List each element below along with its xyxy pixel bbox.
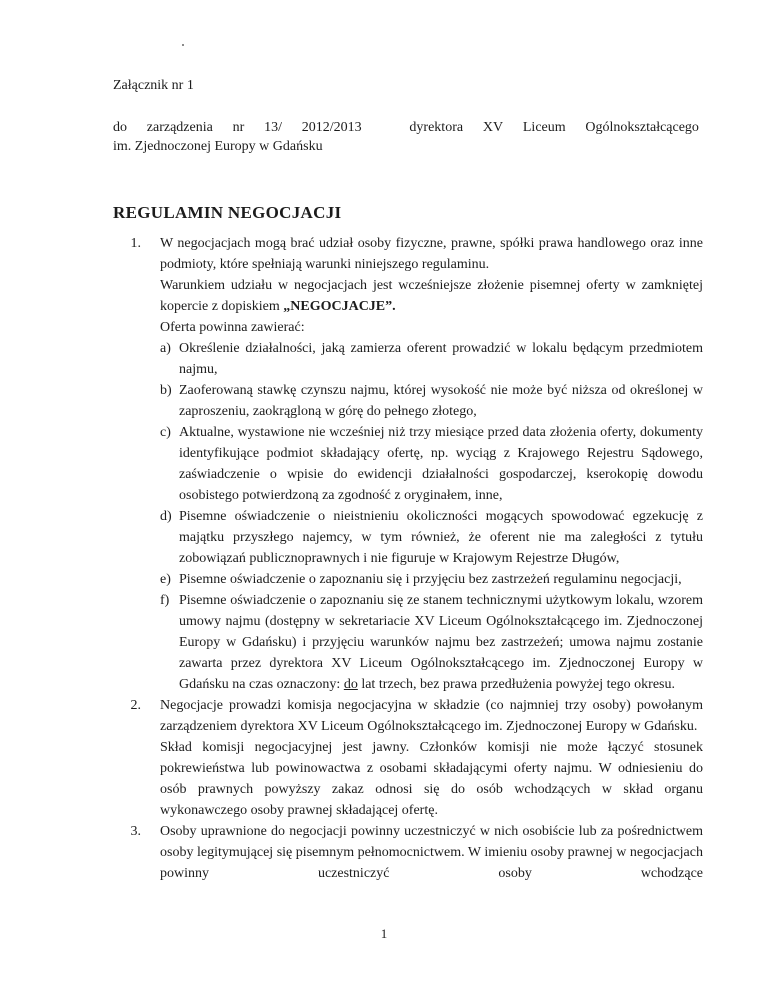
- requirement-text-tail: lat trzech, bez prawa przedłużenia powyżej tego okresu.: [357, 677, 676, 692]
- ref-word: XV: [482, 120, 504, 135]
- reference-line-2: im. Zjednoczonej Europy w Gdańsku: [113, 139, 323, 154]
- regulation-item-1: [113, 233, 703, 695]
- item-3-paragraph-1: Osoby uprawnione do negocjacji powinny uczestniczyć w nich osobiście lub za pośrednictwem osoby legitymującej się pisemnym pełnomocnictwem. W imieniu osoby prawnej w negocjacjach powinny uczestniczyć osoby wchodzące: [160, 824, 703, 881]
- document-body: [113, 233, 703, 884]
- requirement-text: Pisemne oświadczenie o zapoznaniu się i przyjęciu bez zastrzeżeń regulaminu negocjacji,: [179, 572, 682, 587]
- condition-bold: „NEGOCJACJE”.: [283, 299, 396, 314]
- offer-intro: Oferta powinna zawierać:: [160, 320, 305, 335]
- item-1-intro: W negocjacjach mogą brać udział osoby fizyczne, prawne, spółki prawa handlowego oraz inne podmioty, które spełniają warunki niniejszego regulaminu.: [160, 236, 703, 272]
- regulation-item-3: [113, 821, 703, 884]
- ref-word: dyrektora: [409, 120, 464, 135]
- requirement-letter: d): [160, 509, 172, 524]
- requirement-c: [160, 422, 703, 506]
- item-number: 2.: [130, 698, 141, 713]
- ref-word: zarządzenia: [146, 120, 213, 135]
- page-number: 1: [380, 926, 388, 941]
- ref-word: 13/: [264, 120, 282, 135]
- item-number: 3.: [130, 824, 141, 839]
- requirement-text: Pisemne oświadczenie o zapoznaniu się ze stanem technicznymi użytkowym lokalu, wzorem umowy najmu (dostępny w sekretariacie XV Liceum Ogólnokształcącego im. Zjednoczonej Europy w Gdańsku) i przyjęciu warunków najmu bez zastrzeżeń; umowa najmu zostanie zawarta przez dyrektora XV Liceum Ogólnokształcącego im. Zjednoczonej Europy w Gdańsku na czas oznaczony:: [179, 593, 703, 692]
- ref-word: 2012/2013: [301, 120, 362, 135]
- item-number: 1.: [130, 236, 141, 251]
- condition-text: Warunkiem udziału w negocjacjach jest wcześniejsze złożenie pisemnej oferty w zamkniętej kopercie z dopiskiem: [160, 278, 703, 314]
- requirement-text: Zaoferowaną stawkę czynszu najmu, której wysokość nie może być niższa od określonej w zaproszeniu, zaokrągloną w górę do pełnego złotego,: [179, 383, 703, 419]
- requirement-text: Pisemne oświadczenie o nieistnieniu okoliczności mogących spowodować egzekucję z majątku przyszłego najemcy, w tym również, że oferent nie ma zaległości z tytułu zobowiązań publicznoprawnych i nie figuruje w Krajowym Rejestrze Długów,: [179, 509, 703, 566]
- underlined-word: do: [343, 677, 358, 692]
- requirement-f: [160, 590, 703, 695]
- regulation-list: [113, 233, 703, 884]
- document-title: REGULAMIN NEGOCJACJI: [113, 203, 342, 222]
- scan-speck: [182, 44, 184, 46]
- requirement-b: [160, 380, 703, 422]
- requirement-d: [160, 506, 703, 569]
- requirement-text: Określenie działalności, jaką zamierza oferent prowadzić w lokalu będącym przedmiotem najmu,: [179, 341, 703, 377]
- ref-word: do: [113, 120, 127, 135]
- requirement-letter: e): [160, 572, 171, 587]
- reference-line-1: [113, 118, 699, 137]
- item-2-paragraph-1: Negocjacje prowadzi komisja negocjacyjna w składzie (co najmniej trzy osoby) powołanym zarządzeniem dyrektora XV Liceum Ogólnokształcącego im. Zjednoczonej Europy w Gdańsku.: [160, 698, 703, 734]
- requirement-letter: b): [160, 383, 172, 398]
- ref-word: Liceum: [522, 120, 566, 135]
- item-2-paragraph-2: Skład komisji negocjacyjnej jest jawny. Członków komisji nie może łączyć stosunek pokrewieństwa lub powinowactwa z osobami składającymi oferty najmu. W odniesieniu do osób prawnych powyższy zakaz odnosi się do osób wchodzących w skład organu wykonawczego osoby prawnej składającej ofertę.: [160, 740, 703, 818]
- requirement-e: [160, 569, 703, 590]
- reference-block: [113, 118, 699, 156]
- attachment-label: Załącznik nr 1: [113, 78, 194, 93]
- requirement-letter: f): [160, 593, 170, 608]
- ref-word: nr: [232, 120, 245, 135]
- requirement-a: [160, 338, 703, 380]
- item-1-condition: [160, 275, 703, 317]
- regulation-item-2: [113, 695, 703, 821]
- requirement-letter: a): [160, 341, 171, 356]
- offer-requirements: [160, 338, 703, 695]
- requirement-letter: c): [160, 425, 171, 440]
- requirement-text: Aktualne, wystawione nie wcześniej niż trzy miesiące przed data złożenia oferty, dokumenty identyfikujące podmiot składający ofertę, np. wyciąg z Krajowego Rejestru Sądowego, zaświadczenie o wpisie do ewidencji działalności gospodarczej, kserokopię dowodu osobistego potwierdzoną za zgodność z oryginałem, inne,: [179, 425, 703, 503]
- ref-word: Ogólnokształcącego: [585, 120, 699, 135]
